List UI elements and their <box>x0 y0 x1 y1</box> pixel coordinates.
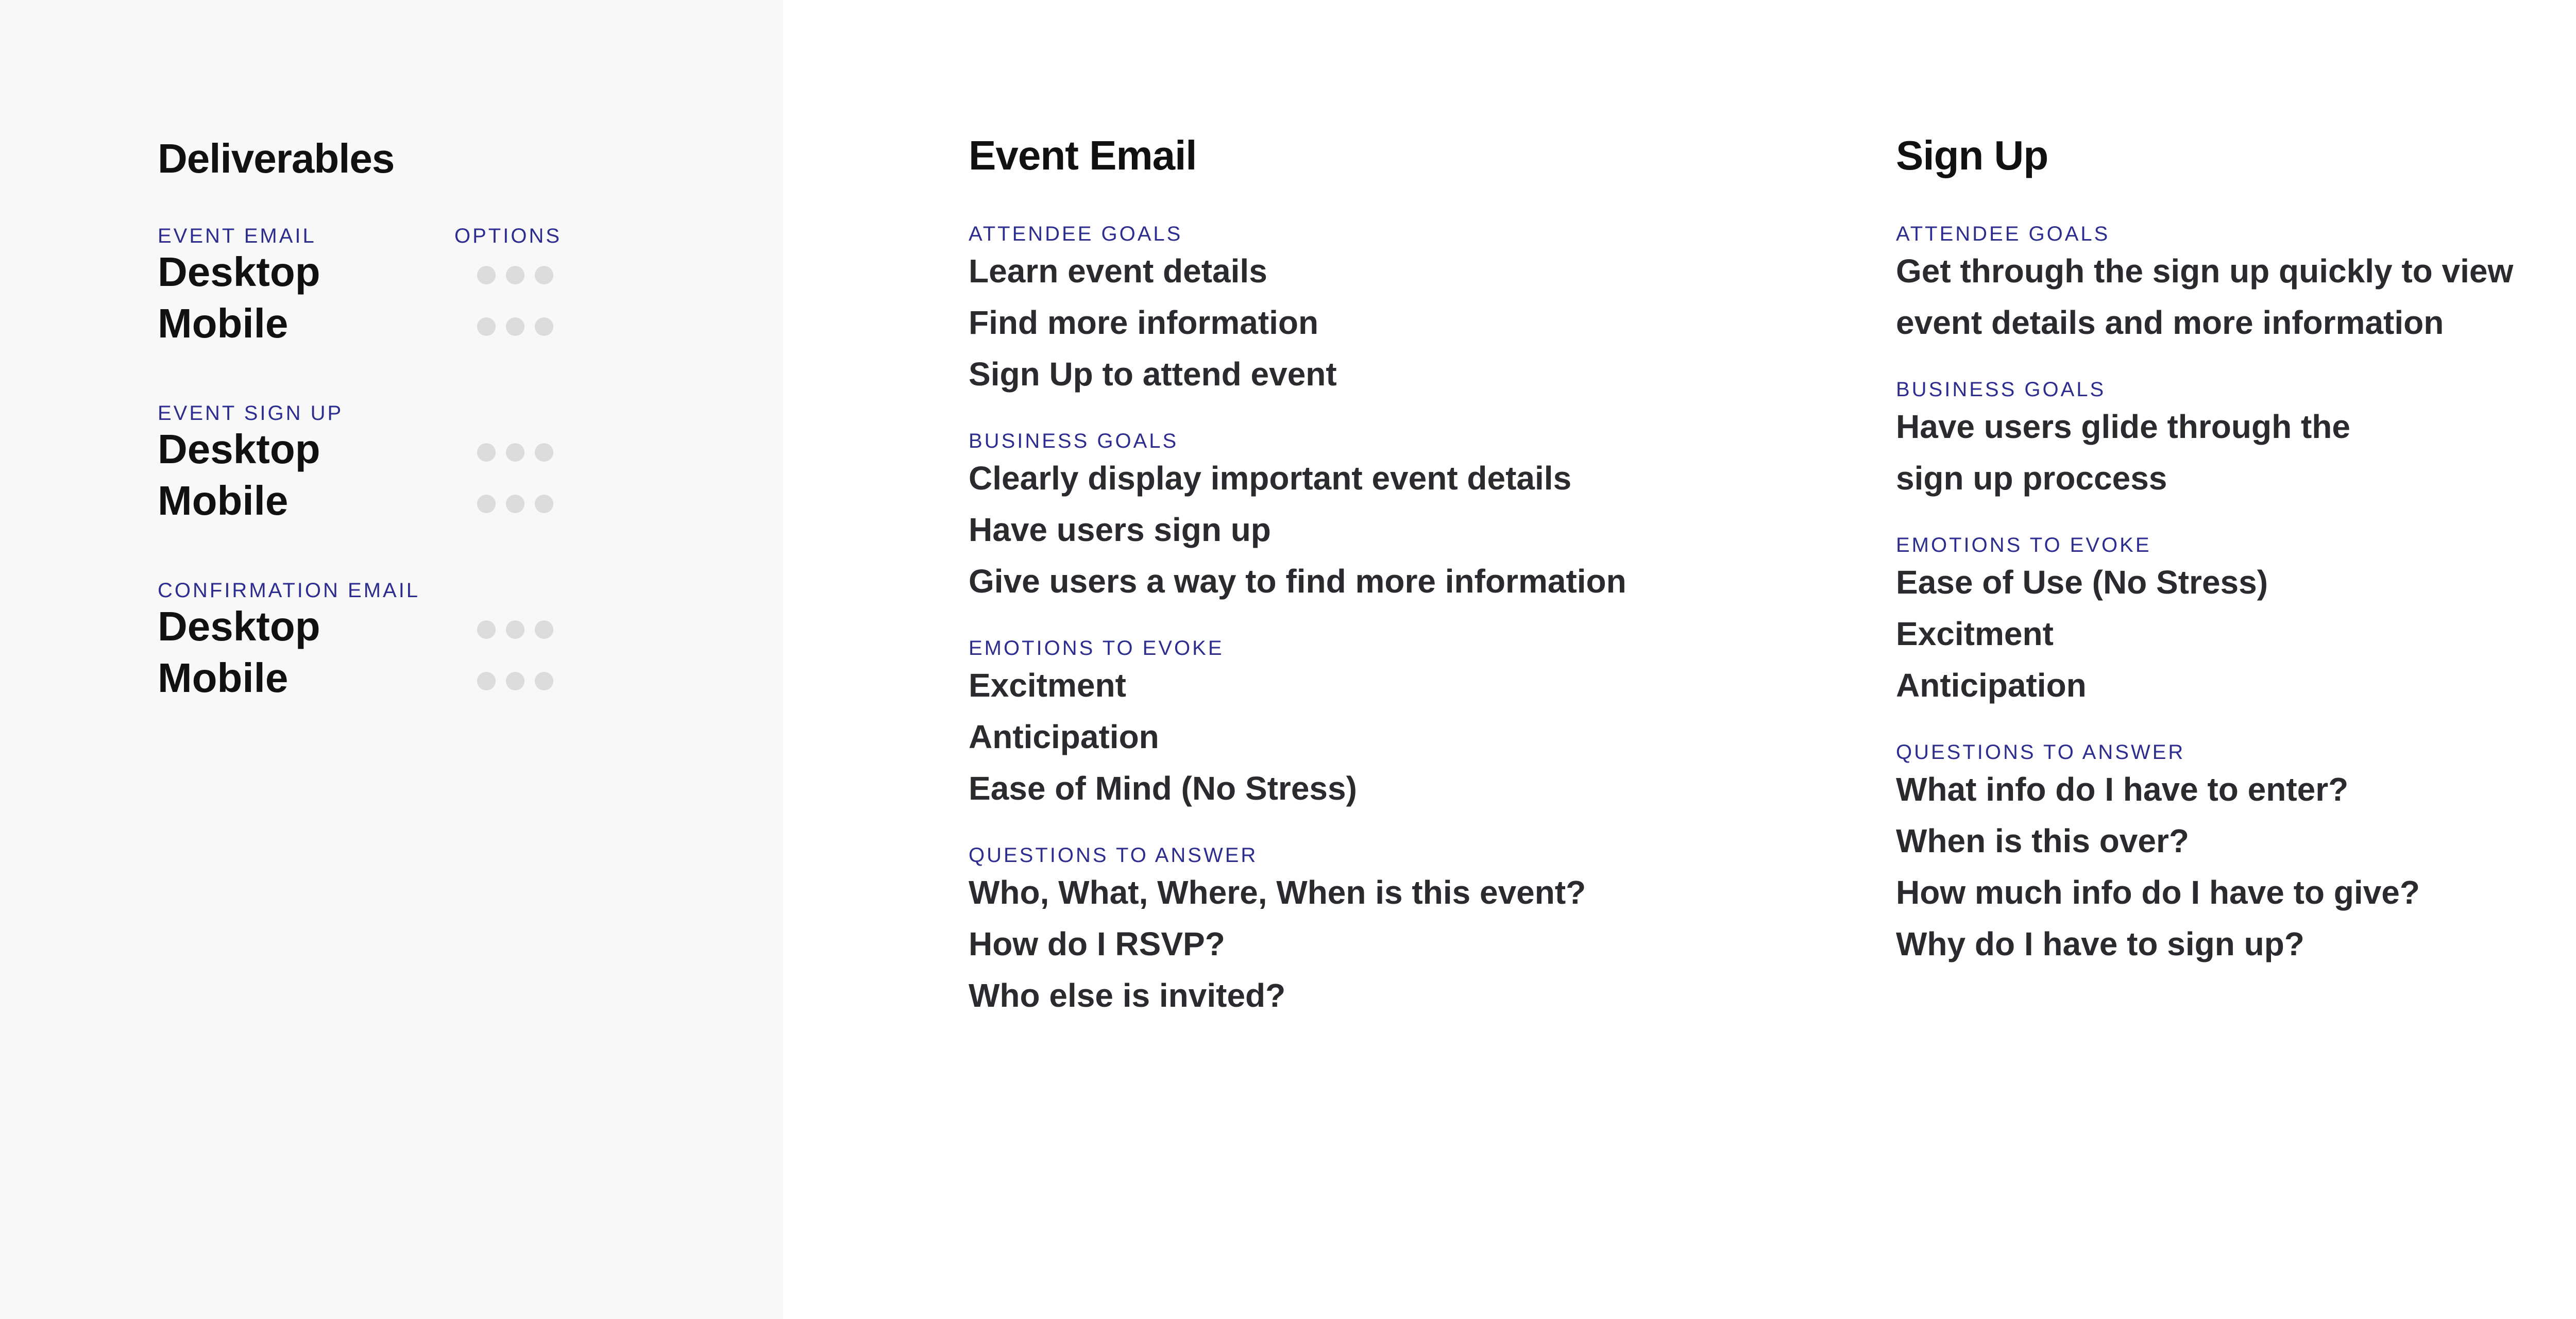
group-attendee-goals <box>1896 224 2576 348</box>
group-attendee-goals <box>969 224 1819 400</box>
group-label: EMOTIONS TO EVOKE <box>969 637 1224 660</box>
column-event-email <box>969 132 1819 1021</box>
list-item: Anticipation <box>969 718 1159 755</box>
option-dot-icon[interactable] <box>477 620 496 639</box>
deliverable-section-event-email <box>158 225 562 349</box>
group-label: EMOTIONS TO EVOKE <box>1896 534 2151 556</box>
list-item: Find more information <box>969 304 1319 341</box>
deliverable-label: Mobile <box>158 655 289 701</box>
deliverable-label: Mobile <box>158 300 289 346</box>
option-dot-icon[interactable] <box>477 672 496 690</box>
deliverable-label: Mobile <box>158 478 289 523</box>
deliverable-label: Desktop <box>158 603 320 649</box>
option-dot-icon[interactable] <box>535 317 553 336</box>
list-item: How do I RSVP? <box>969 925 1225 962</box>
list-item: Get through the sign up quickly to view <box>1896 252 2514 290</box>
deliverable-row-mobile <box>158 298 320 349</box>
group-business-goals <box>1896 379 2576 504</box>
option-dot-icon[interactable] <box>506 266 524 284</box>
group-label: QUESTIONS TO ANSWER <box>969 844 1258 867</box>
option-dot-icon[interactable] <box>535 266 553 284</box>
list-item: Who else is invited? <box>969 977 1286 1014</box>
group-questions-to-answer <box>1896 742 2576 970</box>
list-item: What info do I have to enter? <box>1896 771 2349 808</box>
options-label: OPTIONS <box>454 225 562 247</box>
option-dot-icon[interactable] <box>535 620 553 639</box>
option-dot-icon[interactable] <box>477 495 496 513</box>
list-item: Why do I have to sign up? <box>1896 925 2304 962</box>
list-item: sign up proccess <box>1896 460 2167 497</box>
deliverables-title: Deliverables <box>158 136 395 181</box>
list-item: event details and more information <box>1896 304 2444 341</box>
group-label: BUSINESS GOALS <box>969 430 1179 452</box>
option-dot-icon[interactable] <box>535 443 553 462</box>
option-dot-icon[interactable] <box>535 495 553 513</box>
deliverable-label: Desktop <box>158 426 320 472</box>
option-dot-icon[interactable] <box>506 495 524 513</box>
deliverable-section-confirmation-email <box>158 580 420 704</box>
deliverable-label: Desktop <box>158 249 320 295</box>
group-label: ATTENDEE GOALS <box>969 223 1183 245</box>
option-dot-icon[interactable] <box>506 672 524 690</box>
list-item: Clearly display important event details <box>969 460 1572 497</box>
option-dot-icon[interactable] <box>477 266 496 284</box>
column-title: Sign Up <box>1896 132 2048 178</box>
list-item: Who, What, Where, When is this event? <box>969 874 1586 911</box>
list-item: When is this over? <box>1896 822 2189 859</box>
option-dot-icon[interactable] <box>477 317 496 336</box>
section-label: EVENT EMAIL <box>158 225 316 247</box>
list-item: How much info do I have to give? <box>1896 874 2420 911</box>
group-questions-to-answer <box>969 845 1819 1021</box>
deliverable-row-mobile <box>158 652 420 704</box>
list-item: Have users sign up <box>969 511 1271 548</box>
option-dot-icon[interactable] <box>535 672 553 690</box>
deliverable-row-desktop <box>158 424 343 475</box>
group-emotions-to-evoke <box>969 638 1819 814</box>
list-item: Have users glide through the <box>1896 408 2350 445</box>
group-label: QUESTIONS TO ANSWER <box>1896 741 2185 764</box>
list-item: Anticipation <box>1896 667 2087 704</box>
column-sign-up <box>1896 132 2576 970</box>
list-item: Ease of Mind (No Stress) <box>969 770 1357 807</box>
group-label: BUSINESS GOALS <box>1896 378 2106 401</box>
group-label: ATTENDEE GOALS <box>1896 223 2110 245</box>
deliverable-row-desktop <box>158 246 320 298</box>
option-dot-icon[interactable] <box>506 620 524 639</box>
section-label: EVENT SIGN UP <box>158 402 344 425</box>
group-emotions-to-evoke <box>1896 535 2576 711</box>
list-item: Excitment <box>969 667 1126 704</box>
list-item: Give users a way to find more information <box>969 563 1626 600</box>
option-dot-icon[interactable] <box>477 443 496 462</box>
list-item: Learn event details <box>969 252 1267 290</box>
list-item: Sign Up to attend event <box>969 356 1337 393</box>
list-item: Excitment <box>1896 615 2054 652</box>
deliverable-row-desktop <box>158 601 420 652</box>
column-title: Event Email <box>969 132 1197 178</box>
option-dot-icon[interactable] <box>506 317 524 336</box>
deliverables-panel <box>0 0 783 1319</box>
deliverable-section-event-sign-up <box>158 403 343 527</box>
list-item: Ease of Use (No Stress) <box>1896 564 2268 601</box>
section-label: CONFIRMATION EMAIL <box>158 579 420 602</box>
group-business-goals <box>969 431 1819 607</box>
option-dot-icon[interactable] <box>506 443 524 462</box>
deliverable-row-mobile <box>158 475 343 527</box>
